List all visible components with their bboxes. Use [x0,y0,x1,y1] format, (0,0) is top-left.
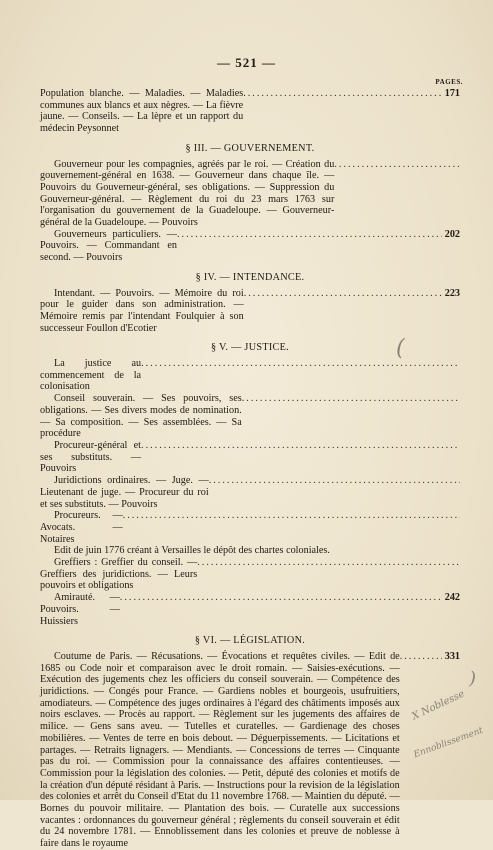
toc-entry [40,88,460,135]
toc-entry [40,393,460,440]
entry-page: 331 [444,650,460,662]
entry-text: Intendant. — Pouvoirs. — Mémoire du roi pour le guider dans son administration. — Mémoire remis par l'intendant Foulquier à son successeur Foullon d'Ecotier [40,287,244,334]
entry-text: Edit de juin 1776 créant à Versailles le dépôt des chartes coloniales. [54,545,330,557]
toc-entry [40,651,460,850]
entry-text: Procureur-général et ses substituts. — Pouvoirs [40,439,142,475]
toc-entry [40,592,460,627]
leader-dots [141,358,460,370]
section-heading: § IV. — INTENDANCE. [195,271,305,283]
leader-dots [400,651,442,663]
entry-page: 202 [444,228,460,240]
leader-dots [141,440,460,452]
toc-entry [40,440,460,475]
entry-text: Coutume de Paris. — Récusations. — Évocations et requêtes civiles. — Edit de 1685 ou Code noir et comparaison avec le droit romain. — Saisies-exécutions. — Exécution des jugements chez les officiers du conseil souverain. — Compétence des juridictions. — Congés pour France. — Gardiens nobles et bourgeois, usufruitiers, amodiateurs. — Compétence des juges ordinaires à l'égard des châtiments imposés aux noirs esclaves. — Procès au rapport. — Règlement sur les jugements des affaires de milice. — Gens sans aveu. — Tutelles et curatelles. — Gardienage des choses mobilières. — Ventes de terre en bois debout. — Déguerpissements. — Licitations et partages. — Retraits lignagers. — Mendiants. — Concessions de terres — Cinquante pas du roi. — Commission pour la connaissance des affaires contentieuses. — Commission pour la législation des colonies. — Petit, député des colonies et motifs de la création d'un député résidant à Paris. — Instructions pour la revision de la législation des colonies et arrêt du Conseil d'Etat du 11 novembre 1768. — Maintien du député. — Bornes du pouvoir militaire. — Plantation des bois. — Curatelle aux successions vacantes : ordonnances du gouverneur général ; règlements du conseil souverain et édit du 24 novembre 1781. — Ennoblissement dans les colonies et preuve de noblesse à faire dans le royaume [40,650,400,850]
entry-text: Juridictions ordinaires. — Juge. — Lieutenant de juge. — Procureur du roi et ses substituts. — Pouvoirs [40,475,209,510]
toc-entry [40,510,460,545]
pencil-annotation: X Noblesse [410,688,467,723]
entry-text: Amirauté. — Pouvoirs. — Huissiers [40,592,120,627]
toc-entry [40,557,460,592]
toc-entry [40,229,460,264]
entry-text: Procureurs. — Avocats. — Notaires [40,510,123,545]
leader-dots [197,557,460,569]
leader-dots [334,159,460,171]
leader-dots [242,393,460,405]
toc-entry [40,288,460,335]
section-heading: § III. — GOUVERNEMENT. [185,142,315,154]
section-heading: § VI. — LÉGISLATION. [194,635,306,647]
entry-text: Population blanche. — Maladies. — Maladies communes aux blancs et aux nègres. — La fièvre jaune. — Conseils. — La lèpre et un rapport du médecin Peysonnet [40,88,244,135]
entry-page: 242 [444,592,460,604]
entry-text: Gouverneur pour les compagnies, agréés par le roi. — Création du gouvernement-général en 1638. — Gouverneur dans chaque île. — Pouvoirs du Gouverneur-général, ses obligations. — Suppression du Gouverneur-général. — Règlement du roi du 23 mars 1763 sur l'organisation du gouvernement de la Guadeloupe. — Gouverneur-général de la Guadeloupe. — Pouvoirs [40,158,335,229]
entry-text: Conseil souverain. — Ses pouvoirs, ses obligations. — Ses divers modes de nomination. — Sa composition. — Ses assemblées. — Sa procédure [40,393,242,440]
entry-text: La justice au commencement de la colonisation [40,358,142,393]
section-heading: § V. — JUSTICE. [211,342,289,354]
toc-entry [40,545,460,557]
leader-dots [244,288,442,300]
leader-dots [120,592,442,604]
pages-column-label: PAGES. [435,78,463,86]
table-of-contents [40,88,460,850]
leader-dots [243,88,442,100]
pencil-annotation: Ennoblissement [412,725,485,761]
pencil-mark: ) [469,668,477,689]
leader-dots [177,229,442,241]
entry-page: 171 [444,88,460,99]
entry-text: Greffiers : Greffier du conseil. — Greffiers des juridictions. — Leurs pouvoirs et obligations [40,557,198,592]
toc-entry [40,159,460,229]
entry-text: Gouverneurs particuliers. — Pouvoirs. — Commandant en second. — Pouvoirs [40,228,177,264]
leader-dots [209,475,460,487]
leader-dots [123,510,460,522]
page-number: — 521 — [217,55,276,70]
entry-page: 223 [444,287,460,299]
pencil-mark: ( [396,336,405,361]
toc-entry [40,358,460,393]
toc-entry [40,475,460,510]
